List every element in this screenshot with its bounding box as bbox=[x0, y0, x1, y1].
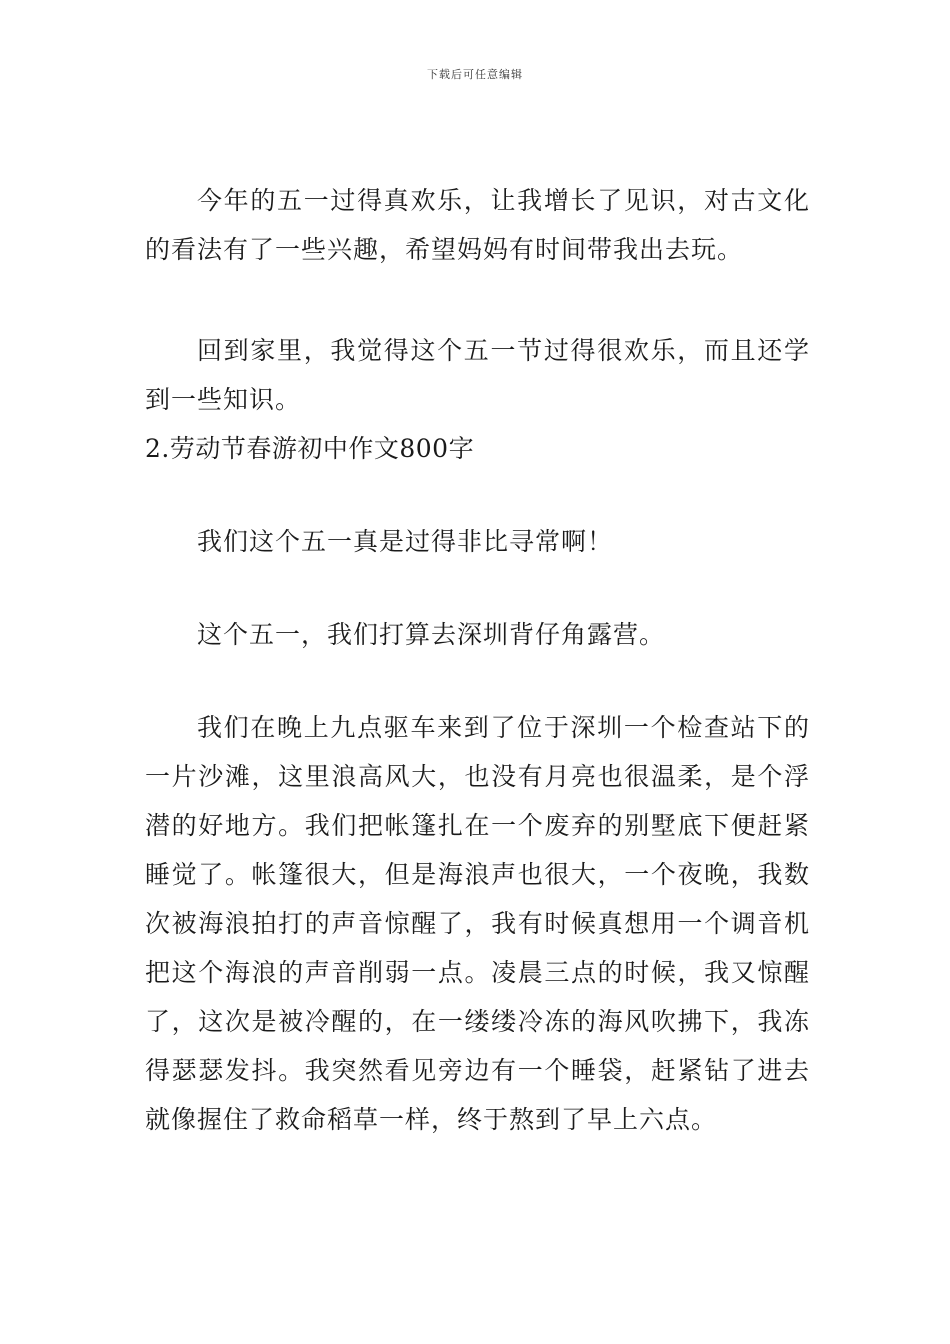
paragraph-2: 回到家里，我觉得这个五一节过得很欢乐，而且还学到一些知识。 bbox=[145, 336, 810, 414]
paragraph-3: 我们这个五一真是过得非比寻常啊！ bbox=[197, 527, 614, 556]
paragraph-1: 今年的五一过得真欢乐，让我增长了见识，对古文化的看法有了一些兴趣，希望妈妈有时间带我出去玩。 bbox=[145, 186, 810, 264]
paragraph-4: 这个五一，我们打算去深圳背仔角露营。 bbox=[197, 620, 666, 649]
page-header: 下载后可任意编辑 bbox=[427, 68, 523, 81]
paragraph-5: 我们在晚上九点驱车来到了位于深圳一个检查站下的一片沙滩，这里浪高风大，也没有月亮也很温柔，是个浮潜的好地方。我们把帐篷扎在一个废弃的别墅底下便赶紧睡觉了。帐篷很大，但是海浪声也很大，一个夜晚，我数次被海浪拍打的声音惊醒了，我有时候真想用一个调音机把这个海浪的声音削弱一点。凌晨三点的时候，我又惊醒了，这次是被冷醒的，在一缕缕冷冻的海风吹拂下，我冻得瑟瑟发抖。我突然看见旁边有一个睡袋，赶紧钻了进去就像握住了救命稻草一样，终于熬到了早上六点。 bbox=[145, 713, 810, 1134]
section-heading: 2.劳动节春游初中作文800字 bbox=[145, 434, 475, 463]
document-body bbox=[145, 176, 810, 1144]
